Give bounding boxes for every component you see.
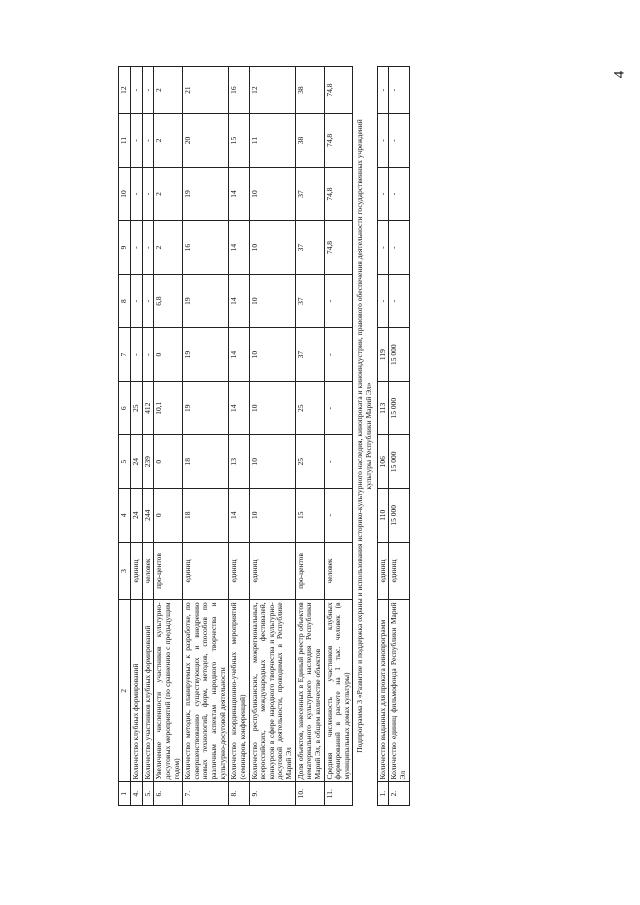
col-header: 10 (119, 167, 131, 221)
col-header: 3 (119, 542, 131, 600)
unit-cell: человек (324, 542, 353, 600)
value-cell: 10 (249, 274, 295, 328)
value-cell: 37 (295, 167, 324, 221)
value-cell: - (389, 221, 409, 275)
value-cell: - (142, 67, 154, 114)
value-cell: - (377, 167, 389, 221)
value-cell: 6,8 (154, 274, 183, 328)
value-cell: 74,8 (324, 221, 353, 275)
table-row (324, 67, 353, 806)
value-cell: 16 (229, 67, 249, 114)
col-header: 8 (119, 274, 131, 328)
value-cell: 19 (183, 274, 229, 328)
value-cell: 10 (249, 221, 295, 275)
value-cell: - (142, 221, 154, 275)
page-number: 4 (611, 70, 628, 79)
indicators-table (118, 66, 410, 806)
value-cell: 10 (249, 328, 295, 382)
value-cell: 74,8 (324, 114, 353, 168)
value-cell: - (377, 67, 389, 114)
row-number: 5. (142, 782, 154, 806)
value-cell: 25 (295, 381, 324, 435)
value-cell: 15 000 (389, 328, 409, 382)
value-cell: 14 (229, 489, 249, 543)
indicator-name: Количество республиканских, межрегиональных, всероссийских, международных фестивалей, конкурсов в сфере народного творчества и культурно-досуговой деятельности, проводимых в Республике Марий Эл (249, 600, 295, 782)
indicator-name: Количество координационно-учебных мероприятий (семинаров, конференций) (229, 600, 249, 782)
value-cell: 74,8 (324, 67, 353, 114)
value-cell: 14 (229, 381, 249, 435)
value-cell: 10,1 (154, 381, 183, 435)
table-row (183, 67, 229, 806)
value-cell: - (389, 274, 409, 328)
value-cell: 113 (377, 381, 389, 435)
table-body-2 (377, 67, 409, 806)
row-number: 4. (131, 782, 143, 806)
value-cell: - (131, 328, 143, 382)
value-cell: 14 (229, 167, 249, 221)
col-header: 11 (119, 114, 131, 168)
value-cell: 19 (183, 328, 229, 382)
value-cell: 13 (229, 435, 249, 489)
value-cell: 2 (154, 221, 183, 275)
value-cell: 2 (154, 114, 183, 168)
indicator-name: Увеличение численности участников культурно-досуговых мероприятий (по сравнению с предыдущим годом) (154, 600, 183, 782)
unit-cell: единиц (389, 542, 409, 600)
value-cell: - (324, 381, 353, 435)
subprogram-row (353, 67, 377, 806)
value-cell: 0 (154, 435, 183, 489)
table-row (131, 67, 143, 806)
value-cell: 15 000 (389, 489, 409, 543)
table-row (142, 67, 154, 806)
value-cell: 2 (154, 67, 183, 114)
value-cell: 15 (229, 114, 249, 168)
col-header: 9 (119, 221, 131, 275)
row-number: 2. (389, 782, 409, 806)
unit-cell: про-центов (295, 542, 324, 600)
value-cell: - (131, 221, 143, 275)
value-cell: - (324, 328, 353, 382)
value-cell: 18 (183, 489, 229, 543)
rotated-table-container (118, 66, 626, 806)
table-row (154, 67, 183, 806)
unit-cell: единиц (183, 542, 229, 600)
value-cell: 74,8 (324, 167, 353, 221)
unit-cell: единиц (131, 542, 143, 600)
row-number: 9. (249, 782, 295, 806)
value-cell: 2 (154, 167, 183, 221)
value-cell: 119 (377, 328, 389, 382)
value-cell: 20 (183, 114, 229, 168)
row-number: 6. (154, 782, 183, 806)
value-cell: 37 (295, 328, 324, 382)
value-cell: 25 (131, 381, 143, 435)
row-number: 7. (183, 782, 229, 806)
value-cell: 18 (183, 435, 229, 489)
unit-cell: единиц (377, 542, 389, 600)
value-cell: 10 (249, 167, 295, 221)
value-cell: 412 (142, 381, 154, 435)
value-cell: 19 (183, 381, 229, 435)
subprogram-title: Подпрограмма 3 «Развитие и поддержка охраны и использования историко-культурного наследия, кинопроката и киноиндустрии, правового обеспечения деятельности государственных учреждений культуры Республики Марий Эл» (353, 67, 377, 806)
value-cell: - (142, 167, 154, 221)
value-cell: 0 (154, 328, 183, 382)
value-cell: 15 000 (389, 381, 409, 435)
col-header: 4 (119, 489, 131, 543)
value-cell: 21 (183, 67, 229, 114)
col-header: 6 (119, 381, 131, 435)
value-cell: 0 (154, 489, 183, 543)
value-cell: 37 (295, 221, 324, 275)
value-cell: 239 (142, 435, 154, 489)
value-cell: 37 (295, 274, 324, 328)
table-row (295, 67, 324, 806)
row-number: 1. (377, 782, 389, 806)
indicator-name: Количество клубных формирований (131, 600, 143, 782)
value-cell: 15 000 (389, 435, 409, 489)
unit-cell: единиц (249, 542, 295, 600)
row-number: 8. (229, 782, 249, 806)
header-row (119, 67, 131, 806)
value-cell: 15 (295, 489, 324, 543)
value-cell: - (131, 67, 143, 114)
value-cell: 19 (183, 167, 229, 221)
value-cell: 24 (131, 435, 143, 489)
indicator-name: Количество единиц фильмофонда Республики Марий Эл (389, 600, 409, 782)
value-cell: - (324, 435, 353, 489)
value-cell: 16 (183, 221, 229, 275)
value-cell: 24 (131, 489, 143, 543)
value-cell: - (377, 221, 389, 275)
col-header: 12 (119, 67, 131, 114)
value-cell: 38 (295, 114, 324, 168)
unit-cell: человек (142, 542, 154, 600)
unit-cell: про-центов (154, 542, 183, 600)
unit-cell: единиц (229, 542, 249, 600)
value-cell: 10 (249, 381, 295, 435)
indicator-name: Количество методик, планируемых к разработке, по совершенствованию существующих и внедрению новых технологий, форм, методов, способов по различным аспектам народного творчества и культурно-досуговой деятельности (183, 600, 229, 782)
col-header: 1 (119, 782, 131, 806)
value-cell: - (389, 167, 409, 221)
col-header: 2 (119, 600, 131, 782)
table-row (377, 67, 389, 806)
value-cell: - (131, 114, 143, 168)
indicator-name: Количество участников клубных формирований (142, 600, 154, 782)
table-row (249, 67, 295, 806)
indicator-name: Доля объектов, занесенных в Единый реестр объектов нематериального культурного наследия Республики Марий Эл, в общем количестве объектов (295, 600, 324, 782)
value-cell: - (377, 274, 389, 328)
row-number: 11. (324, 782, 353, 806)
value-cell: 12 (249, 67, 295, 114)
col-header: 5 (119, 435, 131, 489)
indicator-name: Количество выданных для проката кинопрограмм (377, 600, 389, 782)
value-cell: 14 (229, 221, 249, 275)
value-cell: - (389, 67, 409, 114)
value-cell: 14 (229, 328, 249, 382)
value-cell: - (142, 328, 154, 382)
table-body (131, 67, 353, 806)
value-cell: 25 (295, 435, 324, 489)
value-cell: - (377, 114, 389, 168)
table-row (389, 67, 409, 806)
indicator-name: Средняя численность участников клубных формирований в расчете на 1 тыс. человек (в муниципальных домах культуры) (324, 600, 353, 782)
value-cell: 38 (295, 67, 324, 114)
value-cell: - (389, 114, 409, 168)
value-cell: 244 (142, 489, 154, 543)
value-cell: 14 (229, 274, 249, 328)
value-cell: - (131, 274, 143, 328)
col-header: 7 (119, 328, 131, 382)
value-cell: - (142, 274, 154, 328)
value-cell: - (142, 114, 154, 168)
value-cell: 106 (377, 435, 389, 489)
value-cell: 10 (249, 435, 295, 489)
value-cell: 11 (249, 114, 295, 168)
value-cell: 10 (249, 489, 295, 543)
value-cell: 110 (377, 489, 389, 543)
value-cell: - (131, 167, 143, 221)
value-cell: - (324, 489, 353, 543)
row-number: 10. (295, 782, 324, 806)
table-row (229, 67, 249, 806)
value-cell: - (324, 274, 353, 328)
